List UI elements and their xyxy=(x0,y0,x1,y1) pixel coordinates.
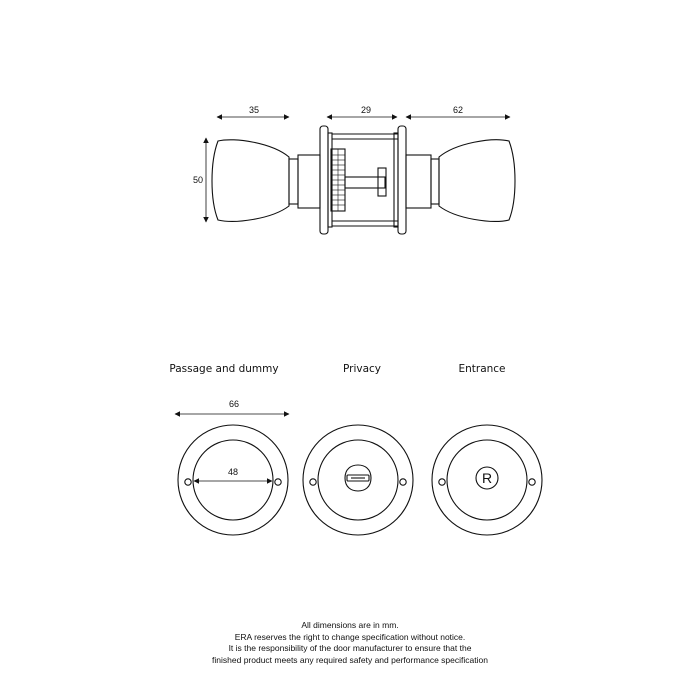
footer-line-2: ERA reserves the right to change specification without notice. xyxy=(234,631,466,642)
right-rose-plate xyxy=(398,126,406,234)
dim-label-inner-diameter: 48 xyxy=(227,467,239,477)
dim-label-knob-height: 50 xyxy=(193,175,204,185)
privacy-rose xyxy=(303,425,413,535)
side-elevation xyxy=(212,126,515,234)
footer-line-1: All dimensions are in mm. xyxy=(301,620,399,630)
dim-label-knob-width: 35 xyxy=(248,105,260,115)
right-knob xyxy=(439,140,515,222)
dim-label-rose-diameter: 66 xyxy=(228,399,240,409)
passage-rose xyxy=(178,425,288,535)
label-passage-and-dummy: Passage and dummy xyxy=(169,363,279,375)
thread-lines xyxy=(331,149,345,211)
dim-label-body-width: 29 xyxy=(360,105,372,115)
screw-hole-right xyxy=(275,479,281,485)
screw-hole-left xyxy=(185,479,191,485)
footer-line-3: It is the responsibility of the door manufacturer to ensure that the xyxy=(228,643,472,653)
label-entrance: Entrance xyxy=(458,363,506,375)
key-mark: R xyxy=(481,470,493,486)
footer-notes xyxy=(0,620,700,666)
dim-label-outside-width: 62 xyxy=(452,105,464,115)
label-privacy: Privacy xyxy=(342,363,382,375)
left-rose-plate xyxy=(320,126,328,234)
right-neck xyxy=(431,159,439,204)
left-neck xyxy=(289,159,298,204)
left-knob xyxy=(212,140,289,222)
side-dimensions xyxy=(206,117,510,222)
footer-line-4: finished product meets any required safety and performance specification xyxy=(212,654,488,665)
spindle xyxy=(345,177,385,188)
